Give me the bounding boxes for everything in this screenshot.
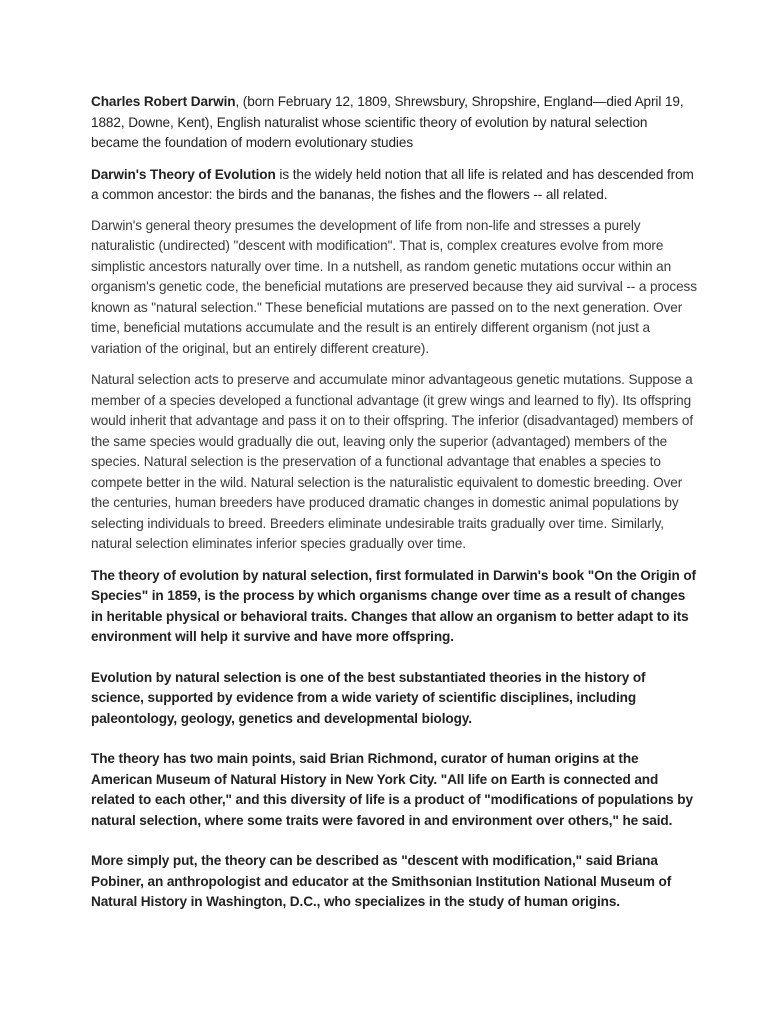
lead-term-theory: Darwin's Theory of Evolution <box>91 166 276 182</box>
paragraph-natural-selection: Natural selection acts to preserve and accumulate minor advantageous genetic mutations. Suppose a member of a species developed a functional advantage (it grew wings and learned to fly). Its offspring would inherit that advantage and pass it on to their offspring. The inferior (disadvantaged) members of the same species would gradually die out, leaving only the superior (advantaged) members of the species. Natural selection is the preservation of a functional advantage that enables a species to compete better in the wild. Natural selection is the naturalistic equivalent to domestic breeding. Over the centuries, human breeders have produced dramatic changes in domestic animal populations by selecting individuals to breed. Breeders eliminate undesirable traits gradually over time. Similarly, natural selection eliminates inferior species gradually over time. <box>91 372 694 551</box>
paragraph-origin-of-species: The theory of evolution by natural selection, first formulated in Darwin's book "On the Origin of Species" in 1859, is the process by which organisms change over time as a result of changes in heritable physical or behavioral traits. Changes that allow an organism to better adapt to its environment will help it survive and have more offspring. <box>91 567 696 644</box>
paragraph-pobiner-quote: More simply put, the theory can be described as "descent with modification," said Briana Pobiner, an anthropologist and educator at the Smithsonian Institution National Museum of Natural History in Washington, D.C., who specializes in the study of human origins. <box>91 853 672 909</box>
paragraph-general-theory: Darwin's general theory presumes the development of life from non-life and stresses a purely naturalistic (undirected) "descent with modification". That is, complex creatures evolve from more simplistic ancestors naturally over time. In a nutshell, as random genetic mutations occur within an organism's genetic code, the beneficial mutations are preserved because they aid survival -- a process known as "natural selection." These beneficial mutations are passed on to the next generation. Over time, beneficial mutations accumulate and the result is an entirely different organism (not just a variation of the original, but an entirely different creature). <box>91 217 697 356</box>
paragraph-darwin-bio-text: , (born February 12, 1809, Shrewsbury, Shropshire, England—died April 19, 1882, Downe, Kent), English naturalist whose scientific theory of evolution by natural selection became the foundation of modern evolutionary studies <box>91 94 684 150</box>
paragraph-substantiated-theory: Evolution by natural selection is one of the best substantiated theories in the history of science, supported by evidence from a wide variety of scientific disciplines, including paleontology, geology, genetics and developmental biology. <box>91 669 646 726</box>
paragraph-darwin-bio <box>91 92 698 154</box>
paragraph-theory-definition <box>91 165 698 206</box>
paragraph-richmond-quote: The theory has two main points, said Brian Richmond, curator of human origins at the American Museum of Natural History in New York City. "All life on Earth is connected and related to each other," and this diversity of life is a product of "modifications of populations by natural selection, where some traits were favored in and environment over others," he said. <box>91 751 693 828</box>
lead-term-darwin-name: Charles Robert Darwin <box>91 94 236 109</box>
paragraph-theory-definition-text: is the widely held notion that all life is related and has descended from a common ancestor: the birds and the bananas, the fishes and the flowers -- all related. <box>91 166 694 202</box>
